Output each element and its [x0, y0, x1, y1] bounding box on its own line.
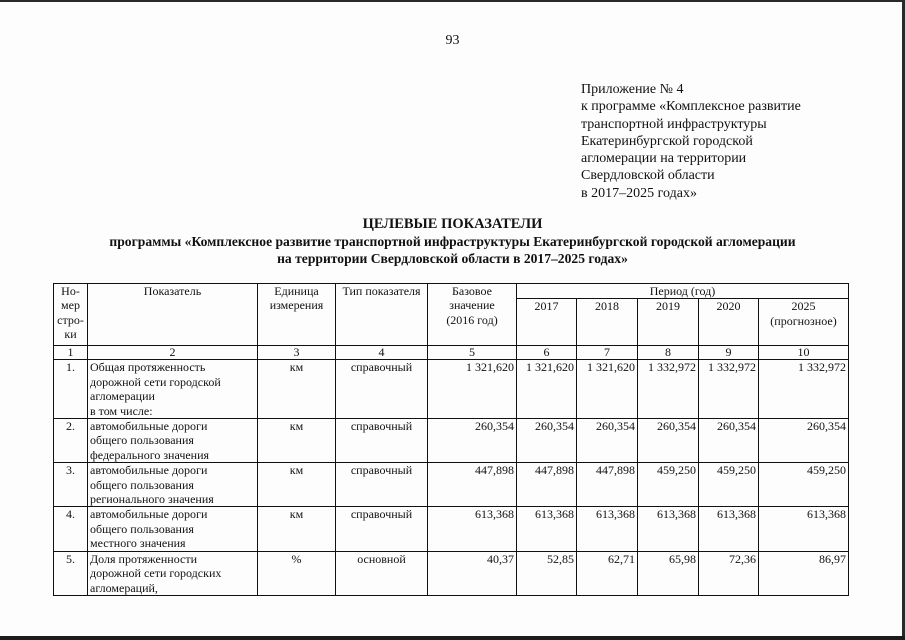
header-period: Период (год) — [517, 284, 849, 299]
row-base: 260,354 — [428, 419, 517, 463]
document-subheading — [0, 234, 905, 267]
subheading-line-2: на территории Свердловской области в 2017–2025 годах» — [277, 250, 628, 266]
header-year-2025: 2025 (прогнозное) — [759, 299, 849, 346]
appendix-line: в 2017–2025 годах» — [581, 185, 697, 201]
header-year-2019: 2019 — [638, 299, 699, 346]
column-number: 4 — [336, 346, 428, 360]
scan-edge-top — [0, 0, 905, 2]
appendix-note — [581, 81, 801, 202]
row-value-2020: 260,354 — [699, 419, 759, 463]
row-value-2018: 62,71 — [577, 551, 638, 595]
row-type: справочный — [336, 360, 428, 419]
row-indicator: автомобильные дороги общего пользования федерального значения — [88, 419, 258, 463]
row-value-2018: 260,354 — [577, 419, 638, 463]
table-row — [54, 551, 849, 595]
header-row-number: Но- мер стро- ки — [54, 284, 88, 346]
appendix-line: транспортной инфраструктуры — [581, 116, 767, 132]
column-number-row — [54, 346, 849, 360]
header-indicator: Показатель — [88, 284, 258, 346]
table-row — [54, 463, 849, 507]
row-type: справочный — [336, 463, 428, 507]
header-type: Тип показателя — [336, 284, 428, 346]
row-number: 4. — [54, 507, 88, 551]
row-value-2025: 613,368 — [759, 507, 849, 551]
column-number: 9 — [699, 346, 759, 360]
row-type: справочный — [336, 419, 428, 463]
indicators-table — [53, 283, 849, 596]
column-number: 5 — [428, 346, 517, 360]
row-indicator: автомобильные дороги общего пользования местного значения — [88, 507, 258, 551]
row-base: 40,37 — [428, 551, 517, 595]
column-number: 1 — [54, 346, 88, 360]
row-value-2017: 1 321,620 — [517, 360, 577, 419]
row-value-2019: 260,354 — [638, 419, 699, 463]
row-unit: км — [258, 419, 336, 463]
page-number: 93 — [445, 33, 460, 48]
row-value-2019: 613,368 — [638, 507, 699, 551]
row-value-2020: 459,250 — [699, 463, 759, 507]
row-value-2019: 65,98 — [638, 551, 699, 595]
row-number: 1. — [54, 360, 88, 419]
column-number: 3 — [258, 346, 336, 360]
row-value-2019: 1 332,972 — [638, 360, 699, 419]
document-heading: ЦЕЛЕВЫЕ ПОКАЗАТЕЛИ — [362, 216, 543, 232]
row-value-2018: 447,898 — [577, 463, 638, 507]
row-value-2020: 1 332,972 — [699, 360, 759, 419]
row-value-2017: 260,354 — [517, 419, 577, 463]
scan-edge-bottom — [0, 636, 905, 640]
row-unit: км — [258, 360, 336, 419]
column-number: 10 — [759, 346, 849, 360]
appendix-line: Екатеринбургской городской — [581, 133, 753, 149]
row-base: 1 321,620 — [428, 360, 517, 419]
table-row — [54, 360, 849, 419]
row-value-2025: 459,250 — [759, 463, 849, 507]
row-type: справочный — [336, 507, 428, 551]
appendix-line: к программе «Комплексное развитие — [581, 99, 801, 115]
row-unit: км — [258, 507, 336, 551]
row-value-2025: 86,97 — [759, 551, 849, 595]
row-number: 5. — [54, 551, 88, 595]
subheading-line-1: программы «Комплексное развитие транспортной инфраструктуры Екатеринбургской городской агломерации — [109, 234, 796, 249]
column-number: 7 — [577, 346, 638, 360]
table-row — [54, 507, 849, 551]
row-value-2017: 447,898 — [517, 463, 577, 507]
row-type: основной — [336, 551, 428, 595]
row-value-2017: 52,85 — [517, 551, 577, 595]
row-indicator: Общая протяженность дорожной сети городской агломерации в том числе: — [88, 360, 258, 419]
header-year-2018: 2018 — [577, 299, 638, 346]
column-number: 6 — [517, 346, 577, 360]
row-number: 3. — [54, 463, 88, 507]
row-unit: % — [258, 551, 336, 595]
header-unit: Единица измерения — [258, 284, 336, 346]
header-base-value: Базовое значение (2016 год) — [428, 284, 517, 346]
row-indicator: Доля протяженности дорожной сети городских агломераций, — [88, 551, 258, 595]
header-year-2017: 2017 — [517, 299, 577, 346]
table-row — [54, 419, 849, 463]
appendix-line: Приложение № 4 — [581, 82, 684, 97]
row-value-2020: 613,368 — [699, 507, 759, 551]
row-base: 447,898 — [428, 463, 517, 507]
row-base: 613,368 — [428, 507, 517, 551]
header-row-top — [54, 284, 849, 299]
row-unit: км — [258, 463, 336, 507]
row-value-2019: 459,250 — [638, 463, 699, 507]
header-year-2020: 2020 — [699, 299, 759, 346]
column-number: 2 — [88, 346, 258, 360]
row-value-2017: 613,368 — [517, 507, 577, 551]
row-value-2018: 1 321,620 — [577, 360, 638, 419]
row-indicator: автомобильные дороги общего пользования регионального значения — [88, 463, 258, 507]
appendix-line: Свердловской области — [581, 168, 715, 184]
column-number: 8 — [638, 346, 699, 360]
row-value-2025: 1 332,972 — [759, 360, 849, 419]
row-number: 2. — [54, 419, 88, 463]
row-value-2020: 72,36 — [699, 551, 759, 595]
row-value-2025: 260,354 — [759, 419, 849, 463]
appendix-line: агломерации на территории — [581, 151, 747, 167]
row-value-2018: 613,368 — [577, 507, 638, 551]
